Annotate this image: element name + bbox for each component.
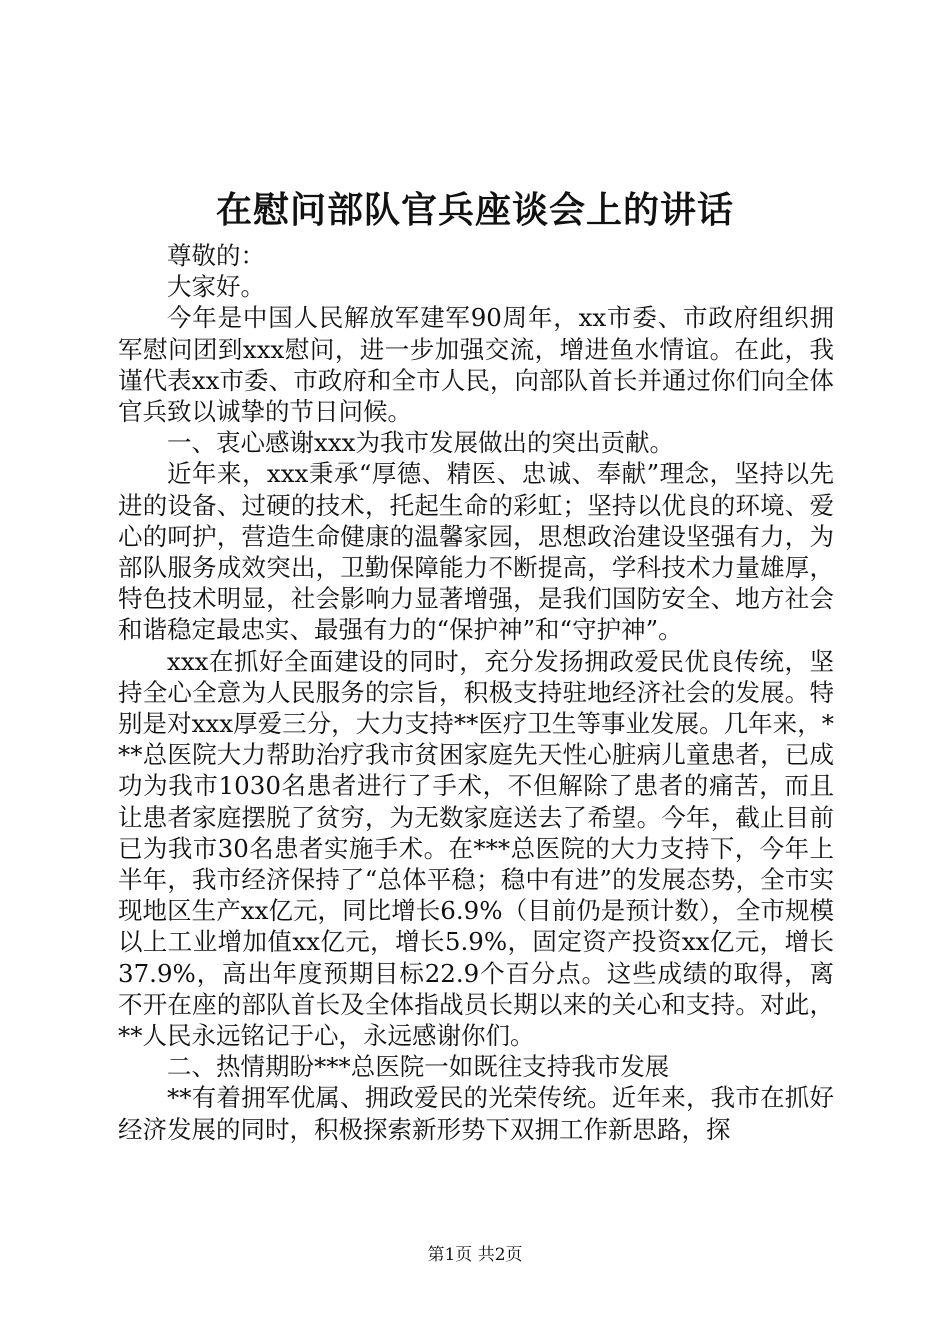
paragraph-achievements: 近年来，xxx秉承“厚德、精医、忠诚、奉献”理念，坚持以先进的设备、过硬的技术，托起生命的彩虹；坚持以优良的环境、爱心的呵护，营造生命健康的温馨家园，思想政治建设坚强有力，为部队服务成效突出，卫勤保障能力不断提高，学科技术力量雄厚，特色技术明显，社会影响力显著增强，是我们国防安全、地方社会和谐稳定最忠实、最强有力的“保护神”和“守护神”。 [118,459,834,645]
paragraph-intro: 今年是中国人民解放军建军90周年，xx市委、市政府组织拥军慰问团到xxx慰问，进一步加强交流，增进鱼水情谊。在此，我谨代表xx市委、市政府和全市人民，向部队首长并通过你们向全体官兵致以诚挚的节日问候。 [118,303,834,427]
page-number: 第1页 共2页 [427,1245,523,1265]
document-body [118,240,834,1145]
paragraph-support: xxx在抓好全面建设的同时，充分发扬拥政爱民优良传统，坚持全心全意为人民服务的宗旨，积极支持驻地经济社会的发展。特别是对xxx厚爱三分，大力支持**医疗卫生等事业发展。几年来，***总医院大力帮助治疗我市贫困家庭先天性心脏病儿童患者，已成功为我市1030名患者进行了手术，不但解除了患者的痛苦，而且让患者家庭摆脱了贫穷，为无数家庭送去了希望。今年，截止目前已为我市30名患者实施手术。在***总医院的大力支持下，今年上半年，我市经济保持了“总体平稳；稳中有进”的发展态势，全市实现地区生产xx亿元，同比增长6.9%（目前仍是预计数），全市规模以上工业增加值xx亿元，增长5.9%，固定资产投资xx亿元，增长37.9%，高出年度预期目标22.9个百分点。这些成绩的取得，离不开在座的部队首长及全体指战员长期以来的关心和支持。对此，**人民永远铭记于心，永远感谢你们。 [118,646,834,1051]
section-heading-2: 二、热情期盼***总医院一如既往支持我市发展 [167,1052,670,1082]
salutation: 尊敬的： [167,241,265,270]
greeting: 大家好。 [167,272,265,302]
section-heading-1: 一、衷心感谢xxx为我市发展做出的突出贡献。 [167,428,674,458]
document-title: 在慰问部队官兵座谈会上的讲话 [215,189,734,231]
paragraph-tradition: **有着拥军优属、拥政爱民的光荣传统。近年来，我市在抓好经济发展的同时，积极探索新形势下双拥工作新思路，探 [118,1083,834,1144]
